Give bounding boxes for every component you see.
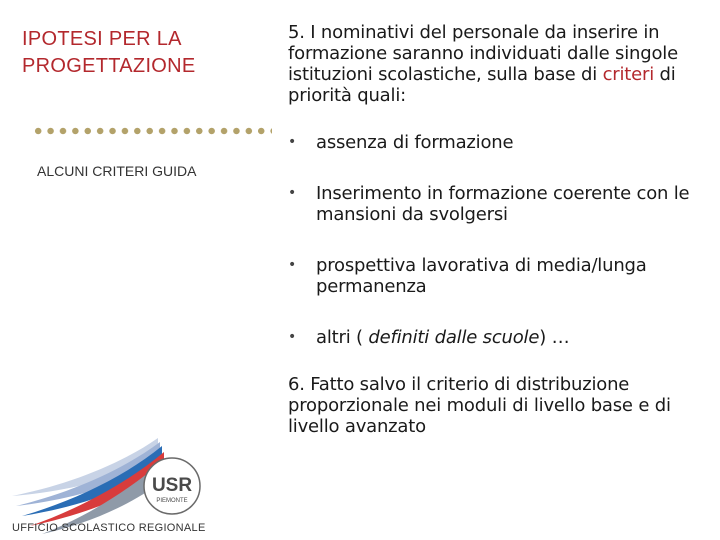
slide-title-line-2: PROGETTAZIONE [22,55,196,77]
intro-paragraph [288,22,708,106]
slide-title [22,26,262,80]
list-item [288,255,708,297]
list-item [288,183,708,225]
bullet-icon: • [288,329,297,345]
list-item-text-before: altri ( [316,327,369,348]
logo-name: USR [151,475,193,496]
usr-logo [8,436,208,536]
logo-region: PIEMONTE [156,498,188,504]
slide-subtitle: ALCUNI CRITERI GUIDA [37,163,197,179]
list-item [288,327,708,348]
list-item-text: Inserimento in formazione coerente con le mansioni da svolgersi [316,183,690,225]
list-item [288,132,708,153]
list-item-text: assenza di formazione [316,132,514,153]
list-item-text-after: ) … [539,327,570,348]
logo-swoosh-icon [12,438,166,534]
bullet-icon: • [288,257,297,273]
slide-title-line-1: IPOTESI PER LA [22,28,182,50]
intro-text-after: di priorità quali: [288,64,676,106]
logo-caption: UFFICIO SCOLASTICO REGIONALE [12,522,206,534]
bullet-icon: • [288,185,297,201]
bullet-icon: • [288,134,297,150]
list-item-text: prospettiva lavorativa di media/lunga permanenza [316,255,647,297]
criteria-list [288,132,708,348]
intro-text-before: 5. I nominativi del personale da inserire in formazione saranno individuati dalle singole istituzioni scolastiche, sulla base di [288,22,678,85]
closing-paragraph: 6. Fatto salvo il criterio di distribuzione proporzionale nei moduli di livello base e di livello avanzato [288,374,671,437]
list-item-italic: definiti dalle scuole [368,327,540,348]
dotted-divider [32,126,272,136]
main-content [288,22,708,437]
intro-accent-word: criteri [602,64,655,85]
